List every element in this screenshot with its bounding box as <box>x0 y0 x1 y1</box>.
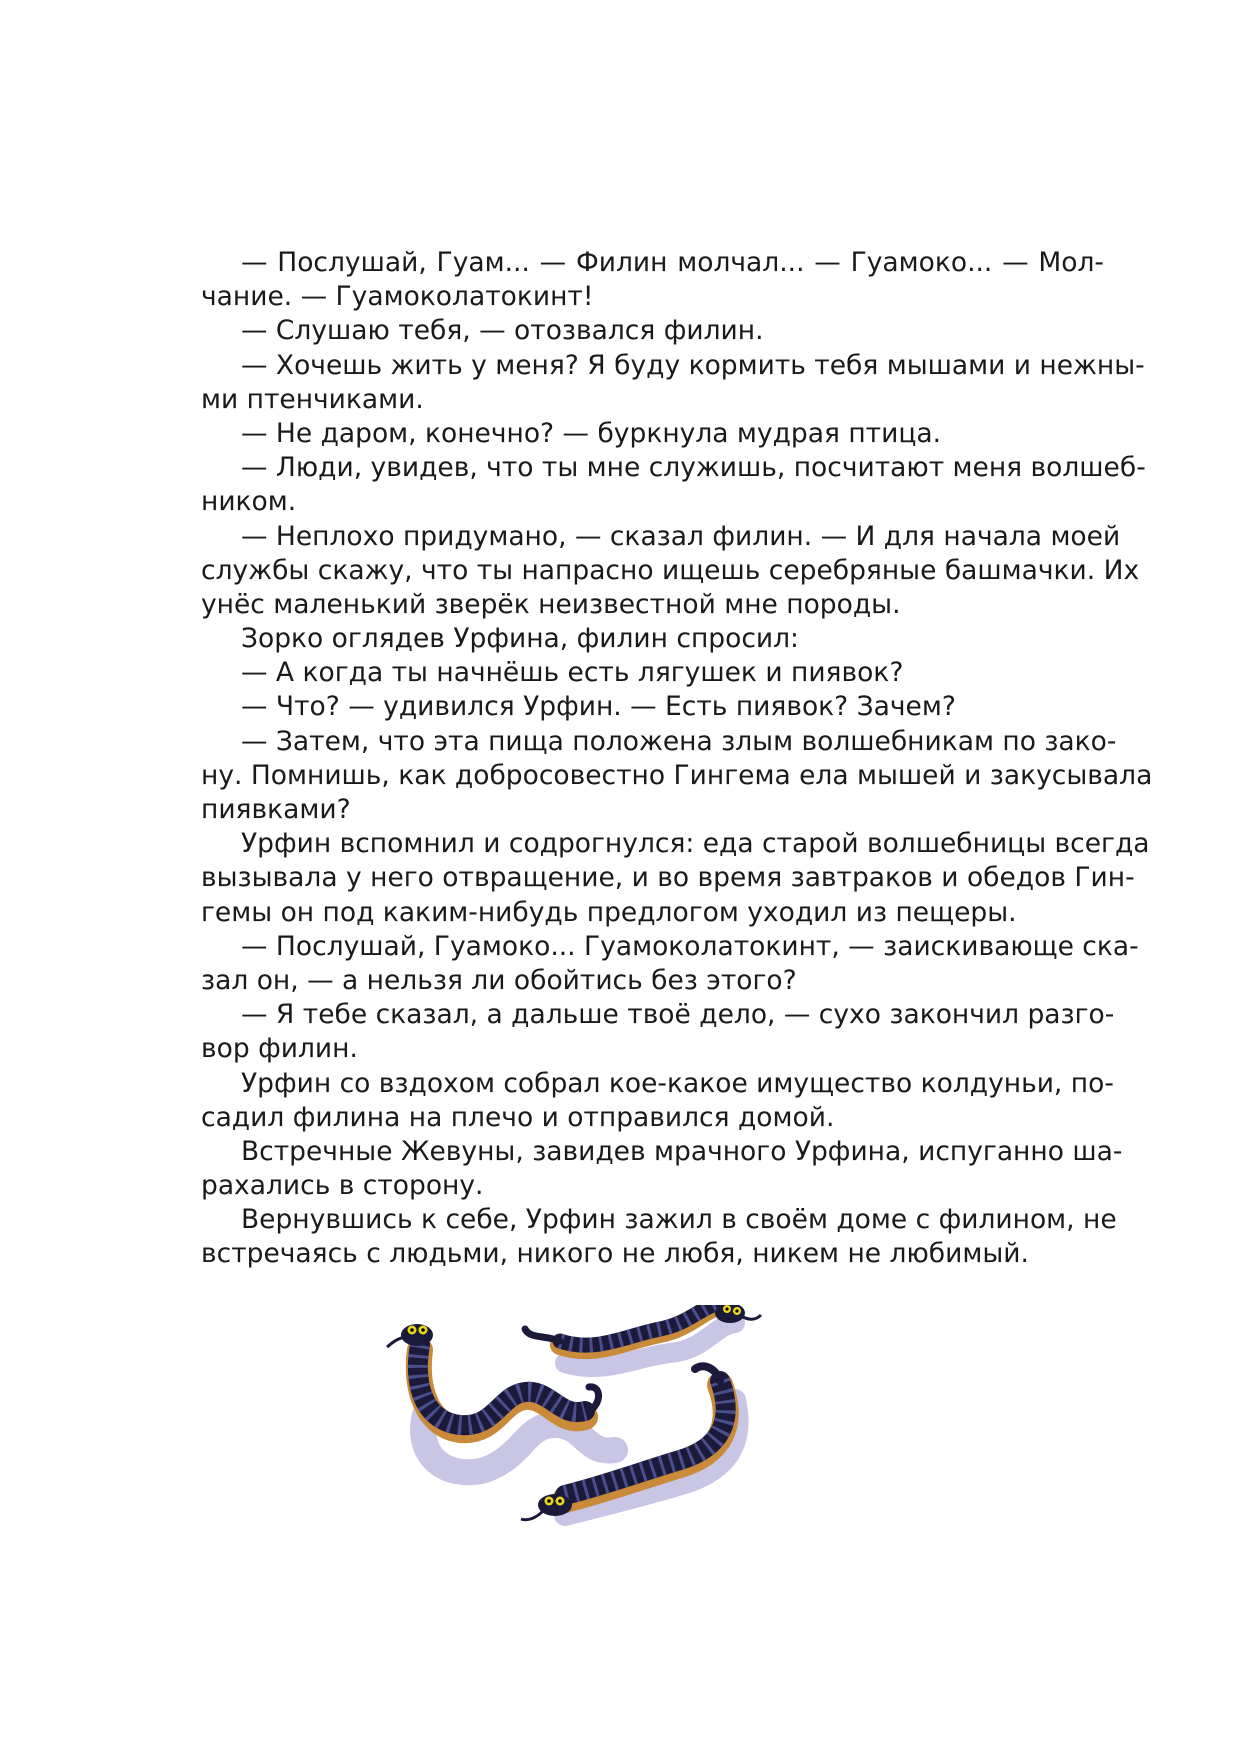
text-line: Встречные Жевуны, завидев мрачного Урфина, испуганно ша- <box>241 1135 1123 1167</box>
text-line: ми птенчиками. <box>201 383 424 415</box>
text-line: — Послушай, Гуам... — Филин молчал... — Гуамоко... — Мол- <box>241 247 1104 278</box>
text-line: — Люди, увидев, что ты мне служишь, посчитают меня волшеб- <box>241 452 1146 484</box>
text-line: садил филина на плечо и отправился домой. <box>201 1101 835 1133</box>
text-line: пиявками? <box>201 794 351 825</box>
text-line: Зорко оглядев Урфина, филин спросил: <box>241 623 799 655</box>
text-line: — Послушай, Гуамоко... Гуамоколатокинт, — заискивающе ска- <box>241 930 1139 962</box>
text-line: — Я тебе сказал, а дальше твоё дело, — сухо закончил разго- <box>241 999 1115 1031</box>
text-line: службы скажу, что ты напрасно ищешь серебряные башмачки. Их <box>201 554 1140 586</box>
body-text <box>201 246 1153 1272</box>
text-line: рахались в сторону. <box>201 1170 484 1202</box>
text-line: Урфин вспомнил и содрогнулся: еда старой волшебницы всегда <box>241 828 1150 860</box>
text-line: зал он, — а нельзя ли обойтись без этого? <box>201 964 797 996</box>
text-line: — Затем, что эта пища положена злым волшебникам по зако- <box>241 725 1117 757</box>
text-line: Вернувшись к себе, Урфин зажил в своём доме с филином, не <box>241 1204 1117 1236</box>
leeches-illustration <box>385 1305 845 1535</box>
text-line: — Что? — удивился Урфин. — Есть пиявок? Зачем? <box>241 691 956 723</box>
text-line: вор филин. <box>201 1033 358 1065</box>
text-line: унёс маленький зверёк неизвестной мне породы. <box>201 588 901 620</box>
leech-top-head <box>715 1305 761 1323</box>
text-line: — Неплохо придумано, — сказал филин. — И для начала моей <box>241 520 1121 552</box>
text-line: ну. Помнишь, как добросовестно Гингема ела мышей и закусывала <box>201 759 1153 791</box>
text-line: Урфин со вздохом собрал кое-какое имущество колдуньи, по- <box>241 1067 1114 1099</box>
text-line: чание. — Гуамоколатокинт! <box>201 281 594 313</box>
text-line: вызывала у него отвращение, и во время завтраков и обедов Гин- <box>201 862 1135 894</box>
text-line: ником. <box>201 486 297 518</box>
text-line: — Не даром, конечно? — буркнула мудрая птица. <box>241 417 942 449</box>
text-line: — Хочешь жить у меня? Я буду кормить тебя мышами и нежны- <box>241 349 1145 381</box>
text-line: — А когда ты начнёшь есть лягушек и пиявок? <box>241 657 904 689</box>
text-line: встречаясь с людьми, никого не любя, никем не любимый. <box>201 1238 1029 1270</box>
text-line: гемы он под каким-нибудь предлогом уходил из пещеры. <box>201 896 1017 928</box>
text-line: — Слушаю тебя, — отозвался филин. <box>241 315 764 347</box>
